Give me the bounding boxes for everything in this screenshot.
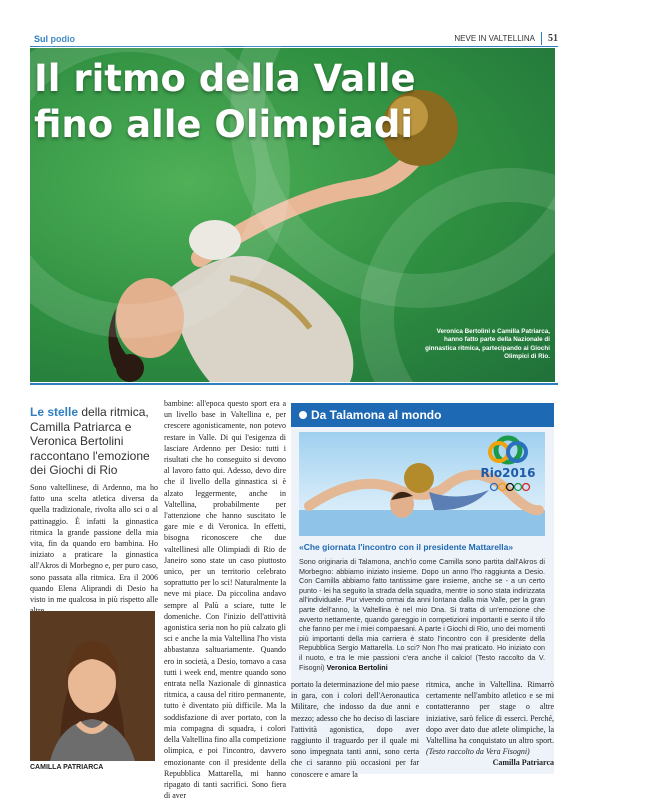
rio-logo-text: Rio2016	[480, 466, 536, 480]
article-column-1: Sono valtellinese, di Ardenno, ma ho fatto una scelta atletica diversa da quella tradizionale, rivolta allo sci o al pattinaggio. È infatti la ginnastica ritmica la grande passione della mia vita, fin da quando ero bambina. Ho iniziato a praticare la ginnastica all'Akros di Morbegno e, per puro caso, sono passata alla ritmica. Era il 2006 quando Elena Aliprandi di Desio ha visto in me qualcosa in più rispetto alle	[30, 483, 158, 605]
hero-caption: Veronica Bertolini e Camilla Patriarca, hanno fatto parte della Nazionale di ginnastica ritmica, partecipando ai Giochi Olimpici di Rio.	[425, 328, 550, 360]
rio2016-logo	[477, 434, 539, 496]
portrait-illustration	[30, 611, 155, 761]
headline	[34, 56, 416, 148]
article-column-4	[426, 679, 554, 769]
section-label: Sul podio	[34, 34, 75, 44]
intro-highlight: Le stelle	[30, 405, 79, 419]
headline-line-2: fino alle Olimpiadi	[34, 103, 414, 146]
column-4-text: ritmica, anche in Valtellina. Rimarrò certamente nell'ambito atletico e se mi contatteranno per stage o altre iniziative, sarò felice di esserci. Perché, dopo aver dato due atlete olimpiche, la Valtellina ha conquistato un altro sport.	[426, 680, 554, 746]
column-4-credit: (Testo raccolto da Vera Fisogni)	[426, 747, 530, 757]
headline-line-1: Il ritmo della Valle	[34, 57, 416, 100]
article-column-3: portato la determinazione del mio paese in gara, con i colori dell'Aeronautica Militare, che indosso da due anni e mezzo; adesso che ho deciso di lasciare l'attività agonistica, dopo aver raggiunto il traguardo per il quale mi sono impegnata tanti anni, sono certa che ci saranno più occasioni per far conoscere e amare la	[291, 680, 419, 779]
intro-deck	[30, 405, 160, 478]
section-rule	[30, 383, 558, 385]
bullet-icon	[299, 411, 307, 419]
portrait-credit: CAMILLA PATRIARCA	[30, 764, 104, 771]
sidebar-photo	[299, 432, 545, 536]
portrait-photo	[30, 611, 155, 761]
column-4-signature: Camilla Patriarca	[492, 758, 554, 768]
publication-name: NEVE IN VALTELLINA	[454, 34, 535, 43]
intro-text: della ritmica, Camilla Patriarca e Veronica Bertolini raccontano l'emozione dei Giochi di Rio	[30, 405, 150, 477]
sidebar-signature: Veronica Bertolini	[326, 662, 388, 672]
sidebar-body: Sono originaria di Talamona, anch'io come Camilla sono partita dall'Akros di Morbegno: abbiamo iniziato insieme. Dopo un anno l'ho raggiunta a Desio. Con Camilla abbiamo fatto tantissime gare insieme, anche se - a un certo punto - lei ha seguito la strada della squadra, mentre io sono stata indirizzata all'individuale. Pur vivendo ormai da anni lontana dalla mia Valle, per la gran parte dell'anno, la Valtellina è nel mio Dna. Si tratta di un'emozione che avverto nettamente, quando gareggio in competizioni importanti e sento il tifo che fanno per me i miei compaesani. A parte i Giochi di Rio, uno dei momenti più importanti della mia carriera è stato l'incontro con il presidente della Repubblica Sergio Mattarella. Lo sci? Non l'ho mai praticato. Ho iniziato con il nuoto, e tra le mie passioni c'era anche il calcio! (Testo raccolto da V. Fisogni)	[299, 557, 545, 672]
sidebar-quote: «Che giornata l'incontro con il presidente Mattarella»	[299, 542, 514, 552]
sidebar-title: Da Talamona al mondo	[311, 408, 442, 422]
sidebar-text	[299, 557, 545, 672]
page-number: 51	[548, 33, 558, 44]
article-column-2: bambine: all'epoca questo sport era a un livello base in Valtellina e, per crescere agonisticamente, non potevo restare in Valle. Di qui l'esigenza di lasciare Ardenno per Desio: tutti i risultati che ho conseguito si devono al lavoro fatto qui. Adesso, devo dire che il livello della ginnastica si è alzato leggermente, anche in Valtellina, probabilmente per l'attenzione che hanno suscitato le gare mie e di Veronica. In effetti, bisogna riconoscere che due valtellinesi alle Olimpiadi di Rio de Janeiro sono state un caso piuttosto unico, per un territorio celebrato soprattutto per lo sci! Naturalmente la neve mi piace. Da piccolina andavo sempre al Palù a sciare, tutte le domeniche. Con l'inizio dell'attività agonistica seria non ho più calzato gli sci e anche la mia Valtellina l'ho vista abbastanza saltuariamente. Quando ero in società, a Desio, tornavo a casa tutti i week end, mentre quando sono entrata nella Nazionale di ginnastica ritmica, a causa del ritiro permanente, tutto è diventato più difficile. Ma la soddisfazione di aver portato, con la mia compagna di squadra, i colori della Valtellina fino alla competizione olimpica, e poi l'incontro, davvero emozionante con il presidente della Repubblica Mattarella, mi hanno ripagato di tanti sacrifici. Sono fiera di aver	[164, 399, 286, 801]
sidebar-header	[291, 403, 554, 427]
